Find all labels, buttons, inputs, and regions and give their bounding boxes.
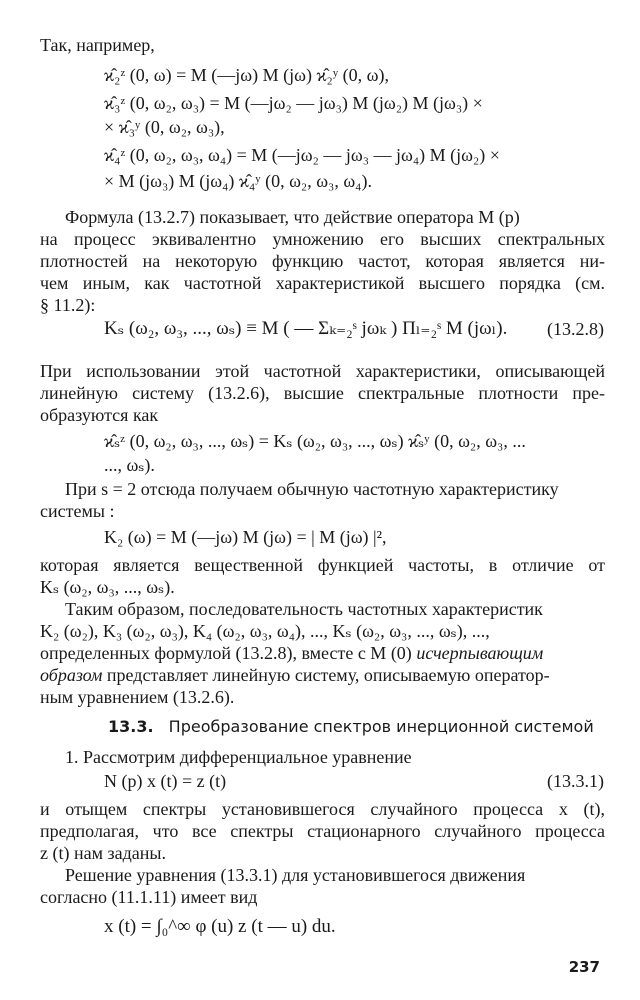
paragraph-line <box>40 642 543 664</box>
paragraph-line: При использовании этой частотной характеристики, описывающей <box>40 361 605 381</box>
paragraph-line: предполагая, что все спектры стационарного случайного процесса <box>40 821 605 841</box>
paragraph-line: линейную систему (13.2.6), высшие спектральные плотности пре- <box>40 383 605 403</box>
paragraph-line: на процесс эквивалентно умножению его высших спектральных <box>40 229 605 249</box>
equation-number: (13.3.1) <box>547 771 604 791</box>
section-heading <box>108 716 594 738</box>
paragraph-line: Формула (13.2.7) показывает, что действие оператора M (p) <box>65 207 520 227</box>
paragraph-line: 1. Рассмотрим дифференциальное уравнение <box>65 747 412 767</box>
paragraph-line: Решение уравнения (13.3.1) для установившегося движения <box>65 865 526 885</box>
paragraph-line: которая является вещественной функцией частоты, в отличие от <box>40 555 605 575</box>
paragraph-line: и отыщем спектры установившегося случайного процесса x (t), <box>40 799 605 819</box>
equation-line: ..., ωₛ). <box>104 455 155 475</box>
intro-text: Так, например, <box>40 35 155 55</box>
paragraph-line: чем иным, как частотной характеристикой высшего порядка (см. <box>40 273 605 293</box>
paragraph-text: определенных формулой (13.2.8), вместе с M (0) <box>40 643 412 663</box>
paragraph-line <box>40 664 550 686</box>
paragraph-line: z (t) нам заданы. <box>40 843 166 863</box>
equation-line: ϰ̂₂ᶻ (0, ω) = M (—jω) M (jω) ϰ̂₂ʸ (0, ω), <box>104 65 389 85</box>
paragraph-line: ным уравнением (13.2.6). <box>40 687 235 707</box>
paragraph-line: § 11.2): <box>40 295 96 315</box>
paragraph-line: образуются как <box>40 405 159 425</box>
equation-line: × ϰ̂₃ʸ (0, ω₂, ω₃), <box>104 117 225 137</box>
paragraph-line: Kₛ (ω₂, ω₃, ..., ωₛ). <box>40 577 175 597</box>
section-number: 13.3. <box>108 717 154 736</box>
equation-line: ϰ̂₃ᶻ (0, ω₂, ω₃) = M (—jω₂ — jω₃) M (jω₂) M (jω₃) × <box>104 93 483 113</box>
equation-line: N (p) x (t) = z (t) <box>104 771 227 791</box>
equation-line: ϰ̂ₛᶻ (0, ω₂, ω₃, ..., ωₛ) = Kₛ (ω₂, ω₃, ..., ωₛ) ϰ̂ₛʸ (0, ω₂, ω₃, ... <box>104 431 526 451</box>
page-number: 237 <box>568 958 600 976</box>
emphasis-text: исчерпывающим <box>416 643 544 663</box>
paragraph-line: плотностей на некоторую функцию частот, которая является ни- <box>40 251 605 271</box>
equation-line: x (t) = ∫₀^∞ φ (u) z (t — u) du. <box>104 916 336 937</box>
paragraph-line: K₂ (ω₂), K₃ (ω₂, ω₃), K₄ (ω₂, ω₃, ω₄), ..., Kₛ (ω₂, ω₃, ..., ωₛ), ..., <box>40 621 490 641</box>
paragraph-line: При s = 2 отсюда получаем обычную частотную характеристику <box>65 479 559 499</box>
paragraph-line: Таким образом, последовательность частотных характеристик <box>65 599 543 619</box>
equation-line: × M (jω₃) M (jω₄) ϰ̂₄ʸ (0, ω₂, ω₃, ω₄). <box>104 171 372 191</box>
paragraph-text: представляет линейную систему, описываемую оператор- <box>106 665 550 685</box>
paragraph-line: системы : <box>40 501 115 521</box>
paragraph-line: согласно (11.1.11) имеет вид <box>40 887 258 907</box>
equation-line: ϰ̂₄ᶻ (0, ω₂, ω₃, ω₄) = M (—jω₂ — jω₃ — jω₄) M (jω₂) × <box>104 145 500 165</box>
emphasis-text: образом <box>40 665 103 685</box>
section-title: Преобразование спектров инерционной системой <box>168 717 594 736</box>
equation-number: (13.2.8) <box>547 319 604 339</box>
equation-line: K₂ (ω) = M (—jω) M (jω) = | M (jω) |², <box>104 527 387 547</box>
equation-line: Kₛ (ω₂, ω₃, ..., ωₛ) ≡ M ( — Σₖ₌₂ˢ jωₖ ) Πₗ₌₂ˢ M (jωₗ). <box>104 318 508 339</box>
